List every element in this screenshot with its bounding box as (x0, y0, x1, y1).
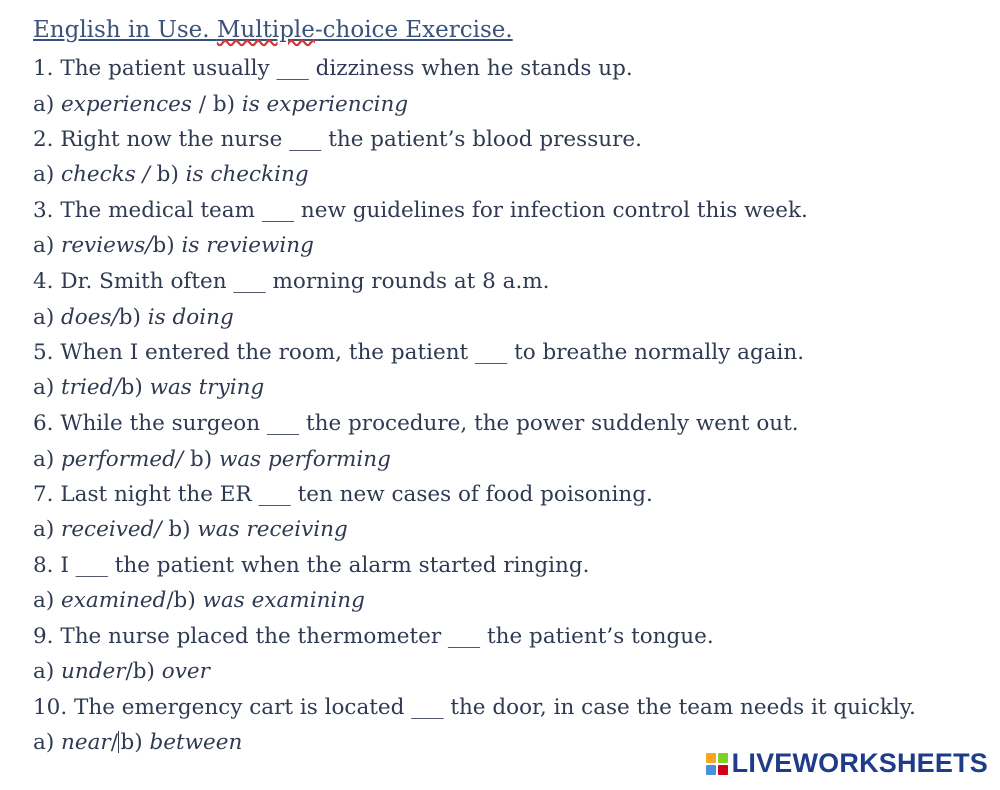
option-separator: b) (183, 447, 219, 472)
option-b[interactable]: was performing (218, 447, 391, 472)
option-a[interactable]: reviews/ (61, 233, 153, 258)
option-separator: /b) (166, 588, 203, 613)
option-a-prefix: a) (33, 517, 62, 542)
logo-square-3 (706, 765, 716, 775)
option-b-prefix: b) (120, 730, 150, 755)
option-separator: b) (152, 233, 182, 258)
question-7: 7. Last night the ER ___ ten new cases of food poisoning. (33, 482, 653, 507)
logo-square-4 (718, 765, 728, 775)
option-b[interactable]: over (161, 659, 210, 684)
option-separator: /b) (125, 659, 162, 684)
option-b[interactable]: was examining (202, 588, 365, 613)
option-separator: b) (161, 517, 198, 542)
question-10: 10. The emergency cart is located ___ the door, in case the team needs it quickly. (33, 695, 916, 720)
option-a-prefix: a) (33, 92, 62, 117)
option-b[interactable]: between (149, 730, 243, 755)
logo-square-1 (706, 753, 716, 763)
option-separator: / b) (191, 92, 242, 117)
question-2: 2. Right now the nurse ___ the patient’s blood pressure. (33, 127, 642, 152)
option-a[interactable]: tried/ (61, 375, 121, 400)
option-separator: b) (149, 162, 186, 187)
option-b[interactable]: is checking (185, 162, 309, 187)
option-b[interactable]: is reviewing (181, 233, 314, 258)
options-2[interactable] (33, 161, 309, 189)
options-7[interactable] (33, 516, 348, 544)
options-10[interactable] (33, 729, 242, 757)
option-b[interactable]: is experiencing (241, 92, 409, 117)
option-a-prefix: a) (33, 233, 62, 258)
title-part-2-spellcheck: Multiple (216, 17, 315, 43)
option-b[interactable]: was trying (149, 375, 265, 400)
title-part-3: -choice Exercise. (314, 17, 513, 43)
option-a[interactable]: examined (61, 588, 167, 613)
option-a[interactable]: near (61, 730, 111, 755)
options-5[interactable] (33, 374, 264, 402)
liveworksheets-logo (706, 748, 988, 779)
question-5: 5. When I entered the room, the patient ___ to breathe normally again. (33, 340, 805, 365)
option-a-prefix: a) (33, 447, 62, 472)
options-3[interactable] (33, 232, 314, 260)
question-4: 4. Dr. Smith often ___ morning rounds at 8 a.m. (33, 269, 550, 294)
option-a[interactable]: checks / (61, 162, 150, 187)
brand-text: LIVEWORKSHEETS (731, 748, 988, 778)
question-8: 8. I ___ the patient when the alarm started ringing. (33, 553, 590, 578)
options-9[interactable] (33, 658, 210, 686)
option-a-prefix: a) (33, 659, 62, 684)
options-8[interactable] (33, 587, 365, 615)
logo-square-2 (718, 753, 728, 763)
question-1: 1. The patient usually ___ dizziness when he stands up. (33, 56, 633, 81)
question-3: 3. The medical team ___ new guidelines for infection control this week. (33, 198, 808, 223)
option-separator: b) (120, 375, 150, 400)
option-a-prefix: a) (33, 375, 62, 400)
option-a-prefix: a) (33, 730, 62, 755)
option-a[interactable]: performed/ (61, 447, 184, 472)
title-part-1: English in Use. (33, 17, 217, 43)
option-a[interactable]: experiences (61, 92, 192, 117)
page-title (33, 17, 513, 43)
option-a-prefix: a) (33, 162, 62, 187)
option-a[interactable]: under (61, 659, 126, 684)
liveworksheets-logo-icon (706, 753, 728, 775)
question-9: 9. The nurse placed the thermometer ___ the patient’s tongue. (33, 624, 714, 649)
option-a[interactable]: does/ (61, 305, 119, 330)
question-6: 6. While the surgeon ___ the procedure, the power suddenly went out. (33, 411, 799, 436)
option-a-prefix: a) (33, 588, 62, 613)
options-6[interactable] (33, 446, 391, 474)
options-1[interactable] (33, 91, 408, 119)
option-separator: b) (118, 305, 148, 330)
options-4[interactable] (33, 304, 234, 332)
option-a[interactable]: received/ (61, 517, 162, 542)
option-b[interactable]: is doing (147, 305, 234, 330)
option-separator: / (110, 730, 118, 755)
option-a-prefix: a) (33, 305, 62, 330)
option-b[interactable]: was receiving (197, 517, 348, 542)
